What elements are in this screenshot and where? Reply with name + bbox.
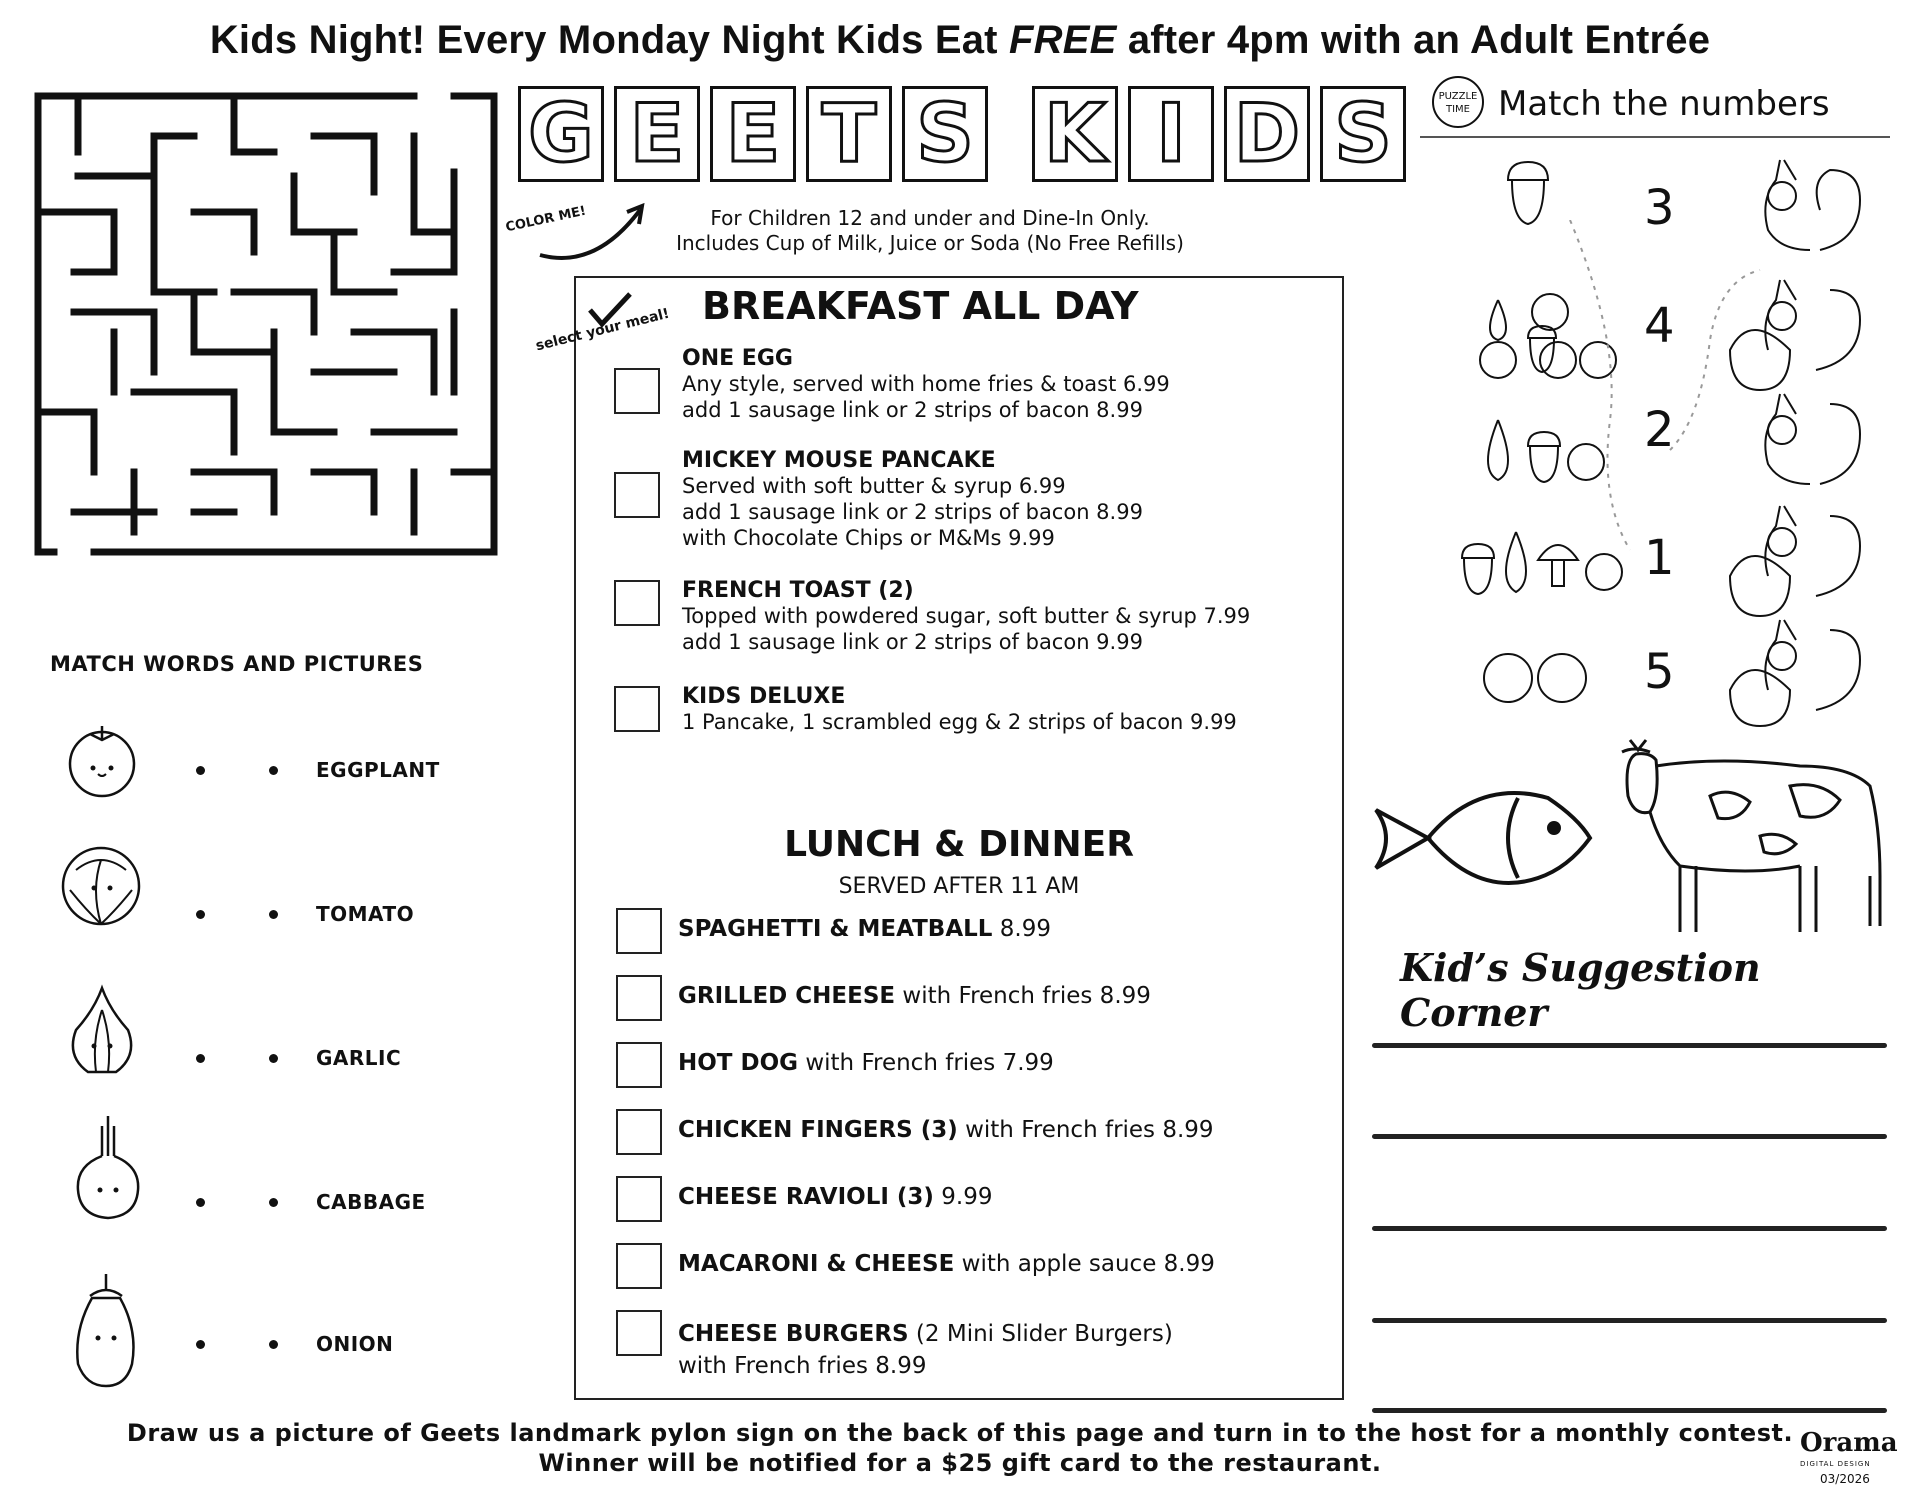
logo-letter: T [821, 87, 877, 180]
logo-letter-box [518, 86, 604, 182]
brand-subtitle: DIGITAL DESIGN [1800, 1460, 1871, 1468]
puzzle-title: Match the numbers [1498, 84, 1830, 124]
suggestion-writing-line[interactable] [1372, 1043, 1887, 1048]
match-dot[interactable] [196, 910, 205, 919]
logo-letter: S [916, 87, 974, 180]
match-words-title: MATCH WORDS AND PICTURES [50, 652, 424, 676]
lunch-item-text [678, 1318, 1173, 1382]
logo-letter: I [1156, 87, 1186, 180]
suggestion-writing-line[interactable] [1372, 1134, 1887, 1139]
lunch-subtitle: SERVED AFTER 11 AM [838, 874, 1080, 899]
menu-info [600, 206, 1260, 256]
garlic-icon [62, 980, 142, 1080]
footer-line-1: Draw us a picture of Geets landmark pylon sign on the back of this page and turn in to the host for a monthly contest. [126, 1419, 1794, 1447]
breakfast-item-text [682, 684, 1332, 735]
logo-letter: G [528, 87, 594, 180]
match-dot[interactable] [196, 1340, 205, 1349]
lunch-title: LUNCH & DINNER [784, 824, 1134, 865]
meal-checkbox[interactable] [616, 908, 662, 954]
item-desc: Topped with powdered sugar, soft butter & syrup 7.99 [682, 604, 1251, 628]
match-dot[interactable] [269, 766, 278, 775]
footer-line-2: Winner will be notified for a $25 gift card to the restaurant. [538, 1449, 1382, 1477]
header-text-2: after 4pm with an Adult Entrée [1116, 18, 1711, 62]
item-desc: add 1 sausage link or 2 strips of bacon 8.99 [682, 500, 1143, 524]
select-meal-note: select your meal! [534, 305, 672, 355]
item-desc: with French fries 8.99 [957, 1117, 1214, 1143]
match-word: ONION [316, 1332, 394, 1356]
breakfast-item-text [682, 578, 1332, 655]
match-word: EGGPLANT [316, 758, 440, 782]
color-me-note: COLOR ME! [504, 203, 588, 236]
meal-checkbox[interactable] [616, 1310, 662, 1356]
meal-checkbox[interactable] [616, 1042, 662, 1088]
item-name: MACARONI & CHEESE [678, 1251, 955, 1277]
meal-checkbox[interactable] [616, 1176, 662, 1222]
cabbage-icon [56, 840, 146, 930]
puzzle-time-badge [1432, 76, 1484, 128]
match-dot[interactable] [269, 1054, 278, 1063]
meal-checkbox[interactable] [614, 580, 660, 626]
match-word: TOMATO [316, 902, 415, 926]
cow-icon [1600, 726, 1890, 946]
logo-letter-box [1032, 86, 1118, 182]
match-dot[interactable] [269, 1198, 278, 1207]
item-desc: add 1 sausage link or 2 strips of bacon 8.99 [682, 398, 1143, 422]
logo-letter-box [902, 86, 988, 182]
puzzle-number: 2 [1644, 402, 1675, 458]
lunch-item-text [678, 1251, 1215, 1277]
squirrels-icon [1720, 150, 1880, 730]
breakfast-item-text [682, 346, 1322, 423]
suggestion-writing-line[interactable] [1372, 1226, 1887, 1231]
item-desc: (2 Mini Slider Burgers) [908, 1321, 1173, 1347]
suggestion-title: Kid’s Suggestion Corner [1400, 945, 1761, 1035]
match-word: CABBAGE [316, 1190, 426, 1214]
match-dot[interactable] [269, 1340, 278, 1349]
brand-name: Orama [1800, 1428, 1898, 1458]
item-desc: with French fries 8.99 [678, 1353, 927, 1379]
info-line-1: For Children 12 and under and Dine-In Only. [710, 206, 1150, 230]
item-desc: with French fries 8.99 [895, 983, 1151, 1009]
maze-puzzle [34, 92, 498, 556]
logo-letter: K [1044, 87, 1106, 180]
item-name: CHICKEN FINGERS (3) [678, 1117, 958, 1143]
logo-letter-box [1128, 86, 1214, 182]
meal-checkbox[interactable] [614, 472, 660, 518]
puzzle-number: 4 [1644, 298, 1675, 354]
lunch-item-text [678, 916, 1051, 942]
lunch-item-text [678, 1184, 992, 1210]
item-desc: 8.99 [992, 916, 1051, 942]
match-dot[interactable] [196, 1198, 205, 1207]
logo-letter-box [614, 86, 700, 182]
puzzle-number: 3 [1644, 180, 1675, 236]
match-dot[interactable] [196, 766, 205, 775]
match-word: GARLIC [316, 1046, 402, 1070]
breakfast-title: BREAKFAST ALL DAY [702, 284, 1139, 328]
item-name: MICKEY MOUSE PANCAKE [682, 448, 996, 473]
item-name: GRILLED CHEESE [678, 983, 896, 1009]
dotted-match-lines [1560, 220, 1640, 580]
item-desc: with French fries 7.99 [798, 1050, 1054, 1076]
logo-letter-box [710, 86, 796, 182]
eggplant-icon [66, 1270, 146, 1390]
lunch-item-text [678, 1050, 1054, 1076]
meal-checkbox[interactable] [614, 686, 660, 732]
logo-letter-box [1224, 86, 1310, 182]
badge-text: PUZZLE [1438, 91, 1478, 102]
match-dot[interactable] [196, 1054, 205, 1063]
match-dot[interactable] [269, 910, 278, 919]
suggestion-writing-line[interactable] [1372, 1318, 1887, 1323]
header-text-1: Kids Night! Every Monday Night Kids Eat [209, 18, 1010, 62]
item-desc: with apple sauce 8.99 [954, 1251, 1215, 1277]
breakfast-item-text [682, 448, 1322, 551]
meal-checkbox[interactable] [614, 368, 660, 414]
suggestion-writing-line[interactable] [1372, 1408, 1887, 1413]
meal-checkbox[interactable] [616, 1243, 662, 1289]
item-name: KIDS DELUXE [682, 684, 846, 709]
item-desc: Any style, served with home fries & toast 6.99 [682, 372, 1170, 396]
item-desc: 9.99 [933, 1184, 993, 1210]
geets-kids-logo [518, 86, 1406, 182]
item-name: HOT DOG [678, 1050, 799, 1076]
logo-letter: S [1334, 87, 1392, 180]
fish-icon [1368, 768, 1598, 908]
tomato-icon [62, 720, 142, 800]
info-line-2: Includes Cup of Milk, Juice or Soda (No Free Refills) [676, 231, 1184, 255]
item-name: CHEESE RAVIOLI (3) [678, 1184, 934, 1210]
brand-date: 03/2026 [1820, 1472, 1870, 1486]
meal-checkbox[interactable] [616, 1109, 662, 1155]
logo-letter-box [806, 86, 892, 182]
item-desc: with Chocolate Chips or M&Ms 9.99 [682, 526, 1055, 550]
badge-text: TIME [1445, 104, 1470, 115]
logo-letter-box [1320, 86, 1406, 182]
logo-letter: E [725, 87, 781, 180]
lunch-item-text [678, 1117, 1214, 1143]
divider [1420, 136, 1890, 138]
meal-checkbox[interactable] [616, 975, 662, 1021]
header-title [0, 18, 1920, 63]
menu-panel [534, 276, 1344, 1400]
item-name: ONE EGG [682, 346, 793, 371]
item-desc: 1 Pancake, 1 scrambled egg & 2 strips of bacon 9.99 [682, 710, 1237, 734]
item-name: CHEESE BURGERS [678, 1321, 909, 1347]
item-desc: Served with soft butter & syrup 6.99 [682, 474, 1066, 498]
lunch-item-text [678, 983, 1151, 1009]
item-name: SPAGHETTI & MEATBALL [678, 916, 993, 942]
item-name: FRENCH TOAST (2) [682, 578, 914, 603]
puzzle-number: 1 [1644, 530, 1675, 586]
footer-contest-note [0, 1418, 1920, 1478]
onion-icon [68, 1106, 148, 1226]
logo-letter: D [1233, 87, 1301, 180]
item-desc: add 1 sausage link or 2 strips of bacon 9.99 [682, 630, 1143, 654]
logo-letter: E [629, 87, 685, 180]
puzzle-number: 5 [1644, 644, 1675, 700]
header-text-free: FREE [1009, 18, 1117, 62]
